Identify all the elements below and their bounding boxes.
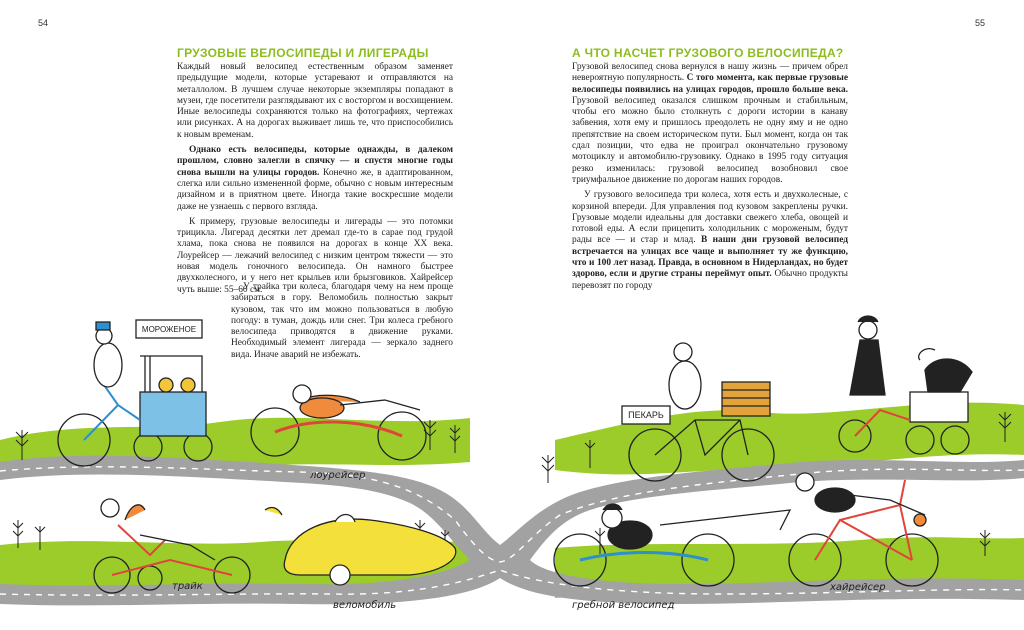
right-paragraph-2-bold: В наши дни грузовой велосипед встречается на улицах все чаще и выполняет ту же функцию, что и 100 лет назад. Правда, в основном в Нидерландах, но будет здорово, если и другие страны переймут опыт. — [572, 235, 848, 280]
left-article-continued — [231, 282, 453, 365]
left-paragraph-2-bold: Однако есть велосипеды, которые однажды, в далеком прошлом, словно залегли в спячку — и спустя многие годы снова вышли на улицы городов. — [177, 145, 453, 178]
label-rowing-bike: гребной велосипед — [572, 600, 675, 611]
page-number-right: 55 — [975, 18, 986, 28]
left-paragraph-2 — [177, 145, 453, 213]
right-heading: А ЧТО НАСЧЕТ ГРУЗОВОГО ВЕЛОСИПЕДА? — [572, 46, 844, 60]
label-highracer: хайрейсер — [830, 582, 886, 593]
left-article — [177, 46, 453, 300]
bakery-sign: ПЕКАРЬ — [628, 410, 664, 420]
right-article — [572, 46, 848, 296]
label-lowracer: лоурейсер — [310, 470, 366, 481]
right-paragraph-2 — [572, 190, 848, 292]
label-trike: трайк — [172, 581, 203, 592]
page-number-left: 54 — [38, 18, 49, 28]
right-paragraph-2-rest: Обычно продукты перевозят по городу — [572, 269, 848, 291]
right-paragraph-1 — [572, 62, 848, 186]
left-paragraph-4: У трайка три колеса, благодаря чему на нем проще забираться в гору. Веломобиль полностью закрыт кузовом, так что им можно пользоваться в любую погоду: в туман, дождь или снег. Три колеса гребного велосипеда приводятся в движение руками. Необходимый элемент лигерада — зеркало заднего вида. Иначе аварий не избежать. — [231, 282, 453, 360]
left-paragraph-1: Каждый новый велосипед естественным образом заменяет предыдущие модели, которые устаревают и отправляются на металлолом. В лучшем случае некоторые экземпляры попадают в музеи, где посетители разглядывают их с восторгом и восхищением. Иные велосипеды сохраняются только на фотографиях, чертежах или рисунках. А на дорогах выживает лишь те, что приспособились к новым временам. — [177, 62, 453, 140]
right-paragraph-1-bold: С того момента, как первые грузовые велосипеды появились на улицах городов, прошло больше века. — [572, 73, 848, 95]
right-paragraph-2-a: У грузового велосипеда три колеса, хотя есть и двухколесные, с корзиной впереди. Для управления под кузовом закреплены ручки. Грузовые модели идеальны для доставки свежего хлеба, овощей и готовой еды. А если прицепить холодильник с мороженым, будут рады все — и стар и млад. — [572, 190, 848, 246]
left-paragraph-3: К примеру, грузовые велосипеды и лигерады — это потомки трицикла. Лигерад десятки лет дремал где-то в сарае под грудой хлама, пока снова не появился на дорогах в конце XX века. Лоурейсер — лежачий велосипед с низким центром тяжести — это новая модель гоночного велосипеда. Он намного быстрее двухколесного, и у него нет крыльев или брызговиков. Хайрейсер чуть выше: 55–60 см. — [177, 216, 453, 295]
ice-cream-sign: МОРОЖЕНОЕ — [141, 325, 197, 334]
left-heading: ГРУЗОВЫЕ ВЕЛОСИПЕДЫ И ЛИГЕРАДЫ — [177, 46, 429, 60]
right-paragraph-1-a: Грузовой велосипед снова вернулся в нашу жизнь — причем обрел невероятную популярность. — [572, 62, 848, 84]
label-velomobile: веломобиль — [333, 600, 397, 611]
right-paragraph-1-rest: Грузовой велосипед оказался слишком прочным и стабильным, чтобы его можно было столкнуть с дороги истории в канаву забвения, хотя ему и пришлось преодолеть не одну яму и не одно препятствие на своем историческом пути. Был момент, когда он так сдал позиции, что едва не проиграл окончательно грузовому мотоциклу и автомобилю-грузовику. Однако в 1995 году ситуация резко изменилась: грузовой велосипед возобновил свое триумфальное движение по дорогам наших городов. — [572, 95, 848, 185]
left-paragraph-2-rest: Конечно же, в адаптированном, слегка или сильно измененной форме, обычно с новым интересным дизайном и в приятном цвете. Иногда такие воскресшие модели даже не узнаешь с первого взгляда. — [177, 167, 453, 212]
